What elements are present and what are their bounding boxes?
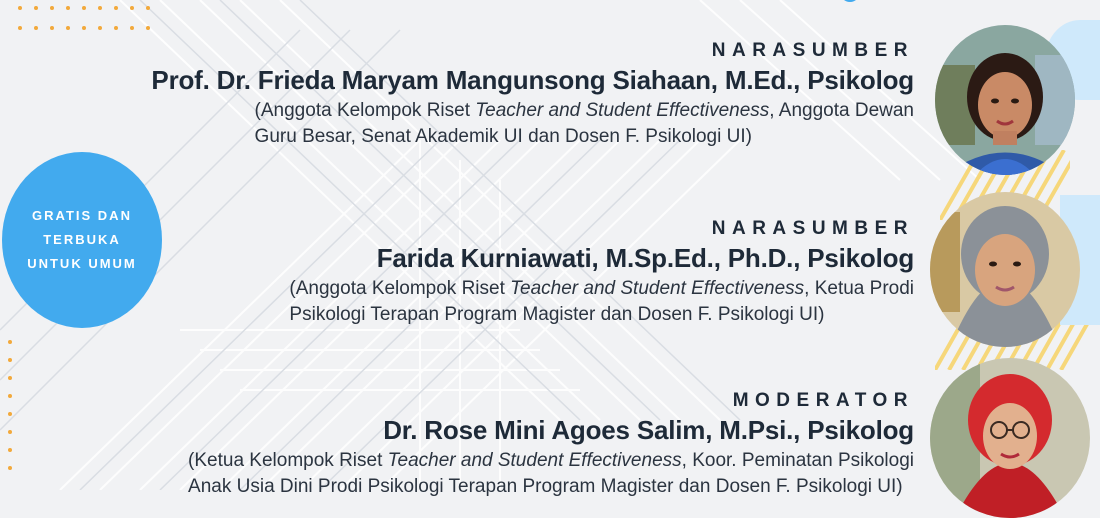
badge-line: UNTUK UMUM: [27, 256, 137, 271]
speaker-2-photo: [930, 192, 1080, 347]
speaker-affiliation: (Anggota Kelompok Riset Teacher and Student Effectiveness, Ketua Prodi Psikologi Terapan Program Magister dan Dosen F. Psikologi UI): [289, 278, 914, 325]
speaker-3-photo: [930, 358, 1090, 518]
badge-line: TERBUKA: [43, 232, 121, 247]
speaker-role: NARASUMBER: [711, 40, 914, 61]
badge-line: GRATIS DAN: [32, 208, 132, 223]
speaker-3: [188, 390, 914, 500]
speaker-name: Farida Kurniawati, M.Sp.Ed., Ph.D., Psikolog: [376, 243, 914, 273]
speaker-name: Prof. Dr. Frieda Maryam Mangunsong Siahaan, M.Ed., Psikolog: [151, 65, 914, 95]
speaker-2: [289, 218, 914, 328]
dot-pattern-top: [0, 0, 160, 40]
speaker-1-photo: [935, 25, 1075, 175]
speaker-affiliation: (Anggota Kelompok Riset Teacher and Student Effectiveness, Anggota Dewan Guru Besar, Senat Akademik UI dan Dosen F. Psikologi UI): [254, 100, 914, 147]
speaker-name: Dr. Rose Mini Agoes Salim, M.Psi., Psikolog: [383, 415, 914, 445]
speaker-1: [151, 40, 914, 150]
free-open-badge: [2, 152, 162, 328]
speaker-role: MODERATOR: [732, 390, 914, 411]
speaker-role: NARASUMBER: [711, 218, 914, 239]
speaker-affiliation: (Ketua Kelompok Riset Teacher and Student Effectiveness, Koor. Peminatan Psikologi Anak Usia Dini Prodi Psikologi Terapan Program Magister dan Dosen F. Psikologi UI): [188, 450, 914, 497]
dot-pattern-left: [0, 330, 30, 490]
